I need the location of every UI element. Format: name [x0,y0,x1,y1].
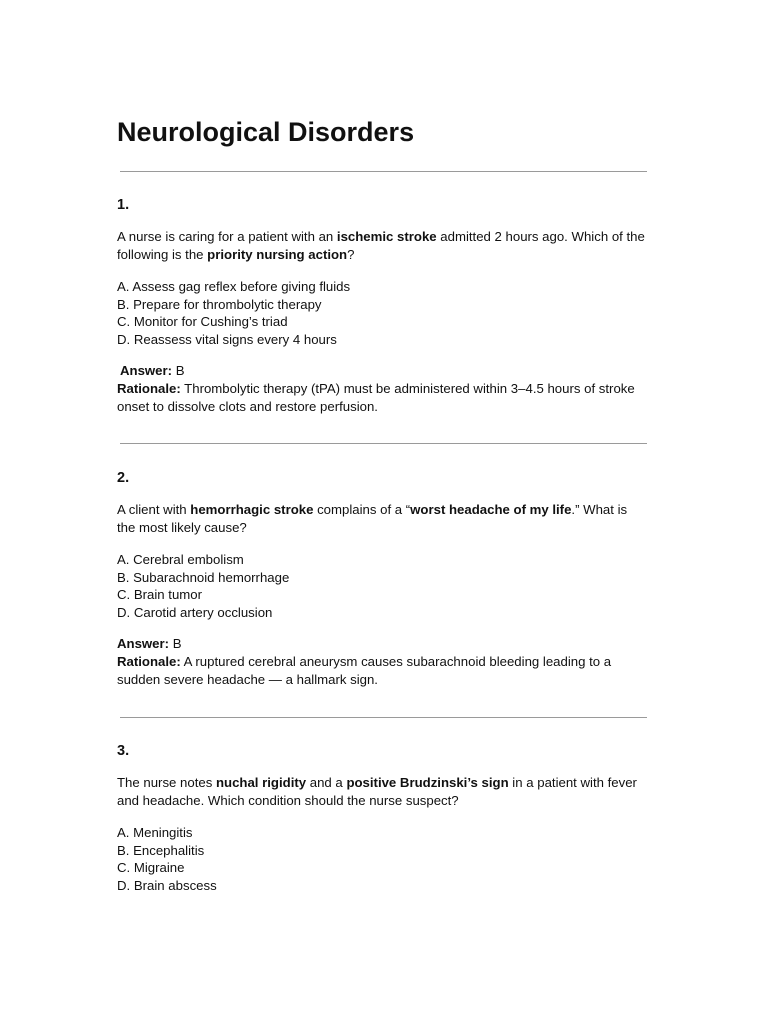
question-stem [117,774,647,810]
stem-text: The nurse notes [117,775,216,790]
answer-value: B [169,636,182,652]
answer-value: B [172,363,185,379]
option-d: D. Carotid artery occlusion [117,604,273,620]
stem-text: A nurse is caring for a patient with an [117,229,337,244]
stem-text: complains of a “ [313,502,411,517]
answer-label: Answer: [120,363,173,379]
rationale-text: A ruptured cerebral aneurysm causes subarachnoid bleeding leading to a sudden severe headache — a hallmark sign. [117,654,612,688]
question-stem [117,228,647,264]
rationale-text: Thrombolytic therapy (tPA) must be administered within 3–4.5 hours of stroke onset to dissolve clots and restore perfusion. [117,381,635,415]
stem-text: A client with [117,502,191,517]
answer-line [117,362,647,380]
stem-text: admitted 2 hours ago. Which of the following is the [117,229,645,262]
answer-block [117,635,647,689]
divider [120,717,647,718]
question-3 [117,742,647,894]
stem-text: .” What is the most likely cause? [117,502,628,535]
stem-text: in a patient with fever and headache. Which condition should the nurse suspect? [117,775,637,808]
option-a: A. Cerebral embolism [117,552,244,567]
stem-keyword: hemorrhagic stroke [190,502,314,517]
option-d: D. Brain abscess [117,877,217,893]
rationale-line [117,653,647,689]
question-number: 3. [117,743,130,759]
options-list [117,278,647,348]
divider [120,171,647,172]
option-c: C. Migraine [117,860,185,876]
stem-keyword: positive Brudzinski’s sign [346,775,509,790]
question-number: 2. [117,470,130,486]
option-b: B. Encephalitis [117,842,205,858]
divider [120,443,647,444]
stem-keyword: worst headache of my life [410,502,572,517]
stem-keyword: priority nursing action [207,247,348,262]
question-number: 1. [117,197,130,213]
answer-label: Answer: [117,636,170,652]
option-a: A. Meningitis [117,825,193,840]
answer-block [117,362,647,416]
rationale-label: Rationale: [117,381,181,397]
option-d: D. Reassess vital signs every 4 hours [117,331,337,347]
stem-text: ? [347,247,355,262]
stem-text: and a [306,775,347,790]
option-b: B. Prepare for thrombolytic therapy [117,296,322,312]
options-list [117,551,647,621]
options-list [117,824,647,894]
option-c: C. Monitor for Cushing’s triad [117,314,288,330]
question-2 [117,469,647,689]
page-title: Neurological Disorders [117,117,415,147]
option-b: B. Subarachnoid hemorrhage [117,569,290,585]
option-c: C. Brain tumor [117,587,203,603]
stem-keyword: ischemic stroke [336,229,437,244]
rationale-line [117,380,647,416]
rationale-label: Rationale: [117,654,181,670]
question-stem [117,501,647,537]
stem-keyword: nuchal rigidity [215,775,307,790]
answer-line [117,635,647,653]
option-a: A. Assess gag reflex before giving fluids [117,279,351,294]
question-1 [117,196,647,416]
